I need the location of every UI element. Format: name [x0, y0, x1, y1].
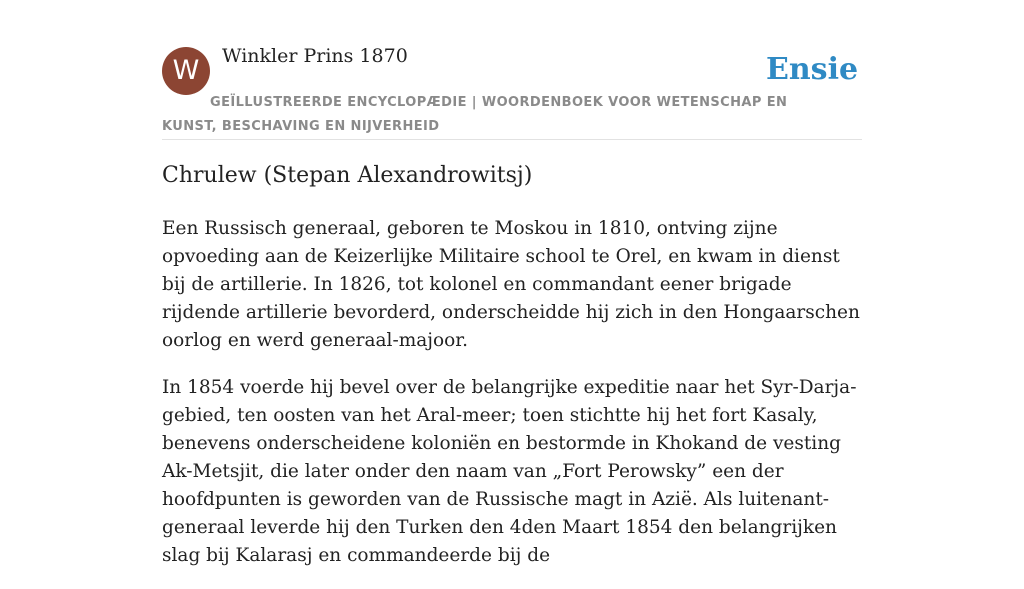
entry-title: Chrulew (Stepan Alexandrowitsj) — [162, 163, 533, 188]
avatar[interactable]: W — [162, 47, 210, 95]
brand-logo-link[interactable]: Ensie — [766, 52, 859, 87]
source-title-link[interactable]: Winkler Prins 1870 — [222, 45, 408, 67]
entry-paragraph-2: In 1854 voerde hij bevel over de belangrijke expeditie naar het Syr-Darja-gebied, ten oosten van het Aral-meer; toen stichtte hij het fort Kasaly, benevens onderscheidene koloniën en bestormde in Khokand de vesting Ak-Metsjit, die later onder den naam van „Fort Perowsky” een der hoofdpunten is geworden van de Russische magt in Azië. Als luitenant-generaal leverde hij den Turken den 4den Maart 1854 den belangrijken slag bij Kalarasj en commandeerde bij de — [162, 377, 857, 566]
header-divider — [162, 139, 862, 140]
entry-paragraph-1: Een Russisch generaal, geboren te Moskou in 1810, ontving zijne opvoeding aan de Keizerlijke Militaire school te Orel, en kwam in dienst bij de artillerie. In 1826, tot kolonel en commandant eener brigade rijdende artillerie bevorderd, onderscheidde hij zich in den Hongaarschen oorlog en werd generaal-majoor. — [162, 218, 860, 351]
source-subtitle: GEÏLLUSTREERDE ENCYCLOPÆDIE | WOORDENBOEK VOOR WETENSCHAP EN KUNST, BESCHAVING EN NIJVERHEID — [162, 95, 788, 134]
entry-body — [162, 215, 867, 589]
